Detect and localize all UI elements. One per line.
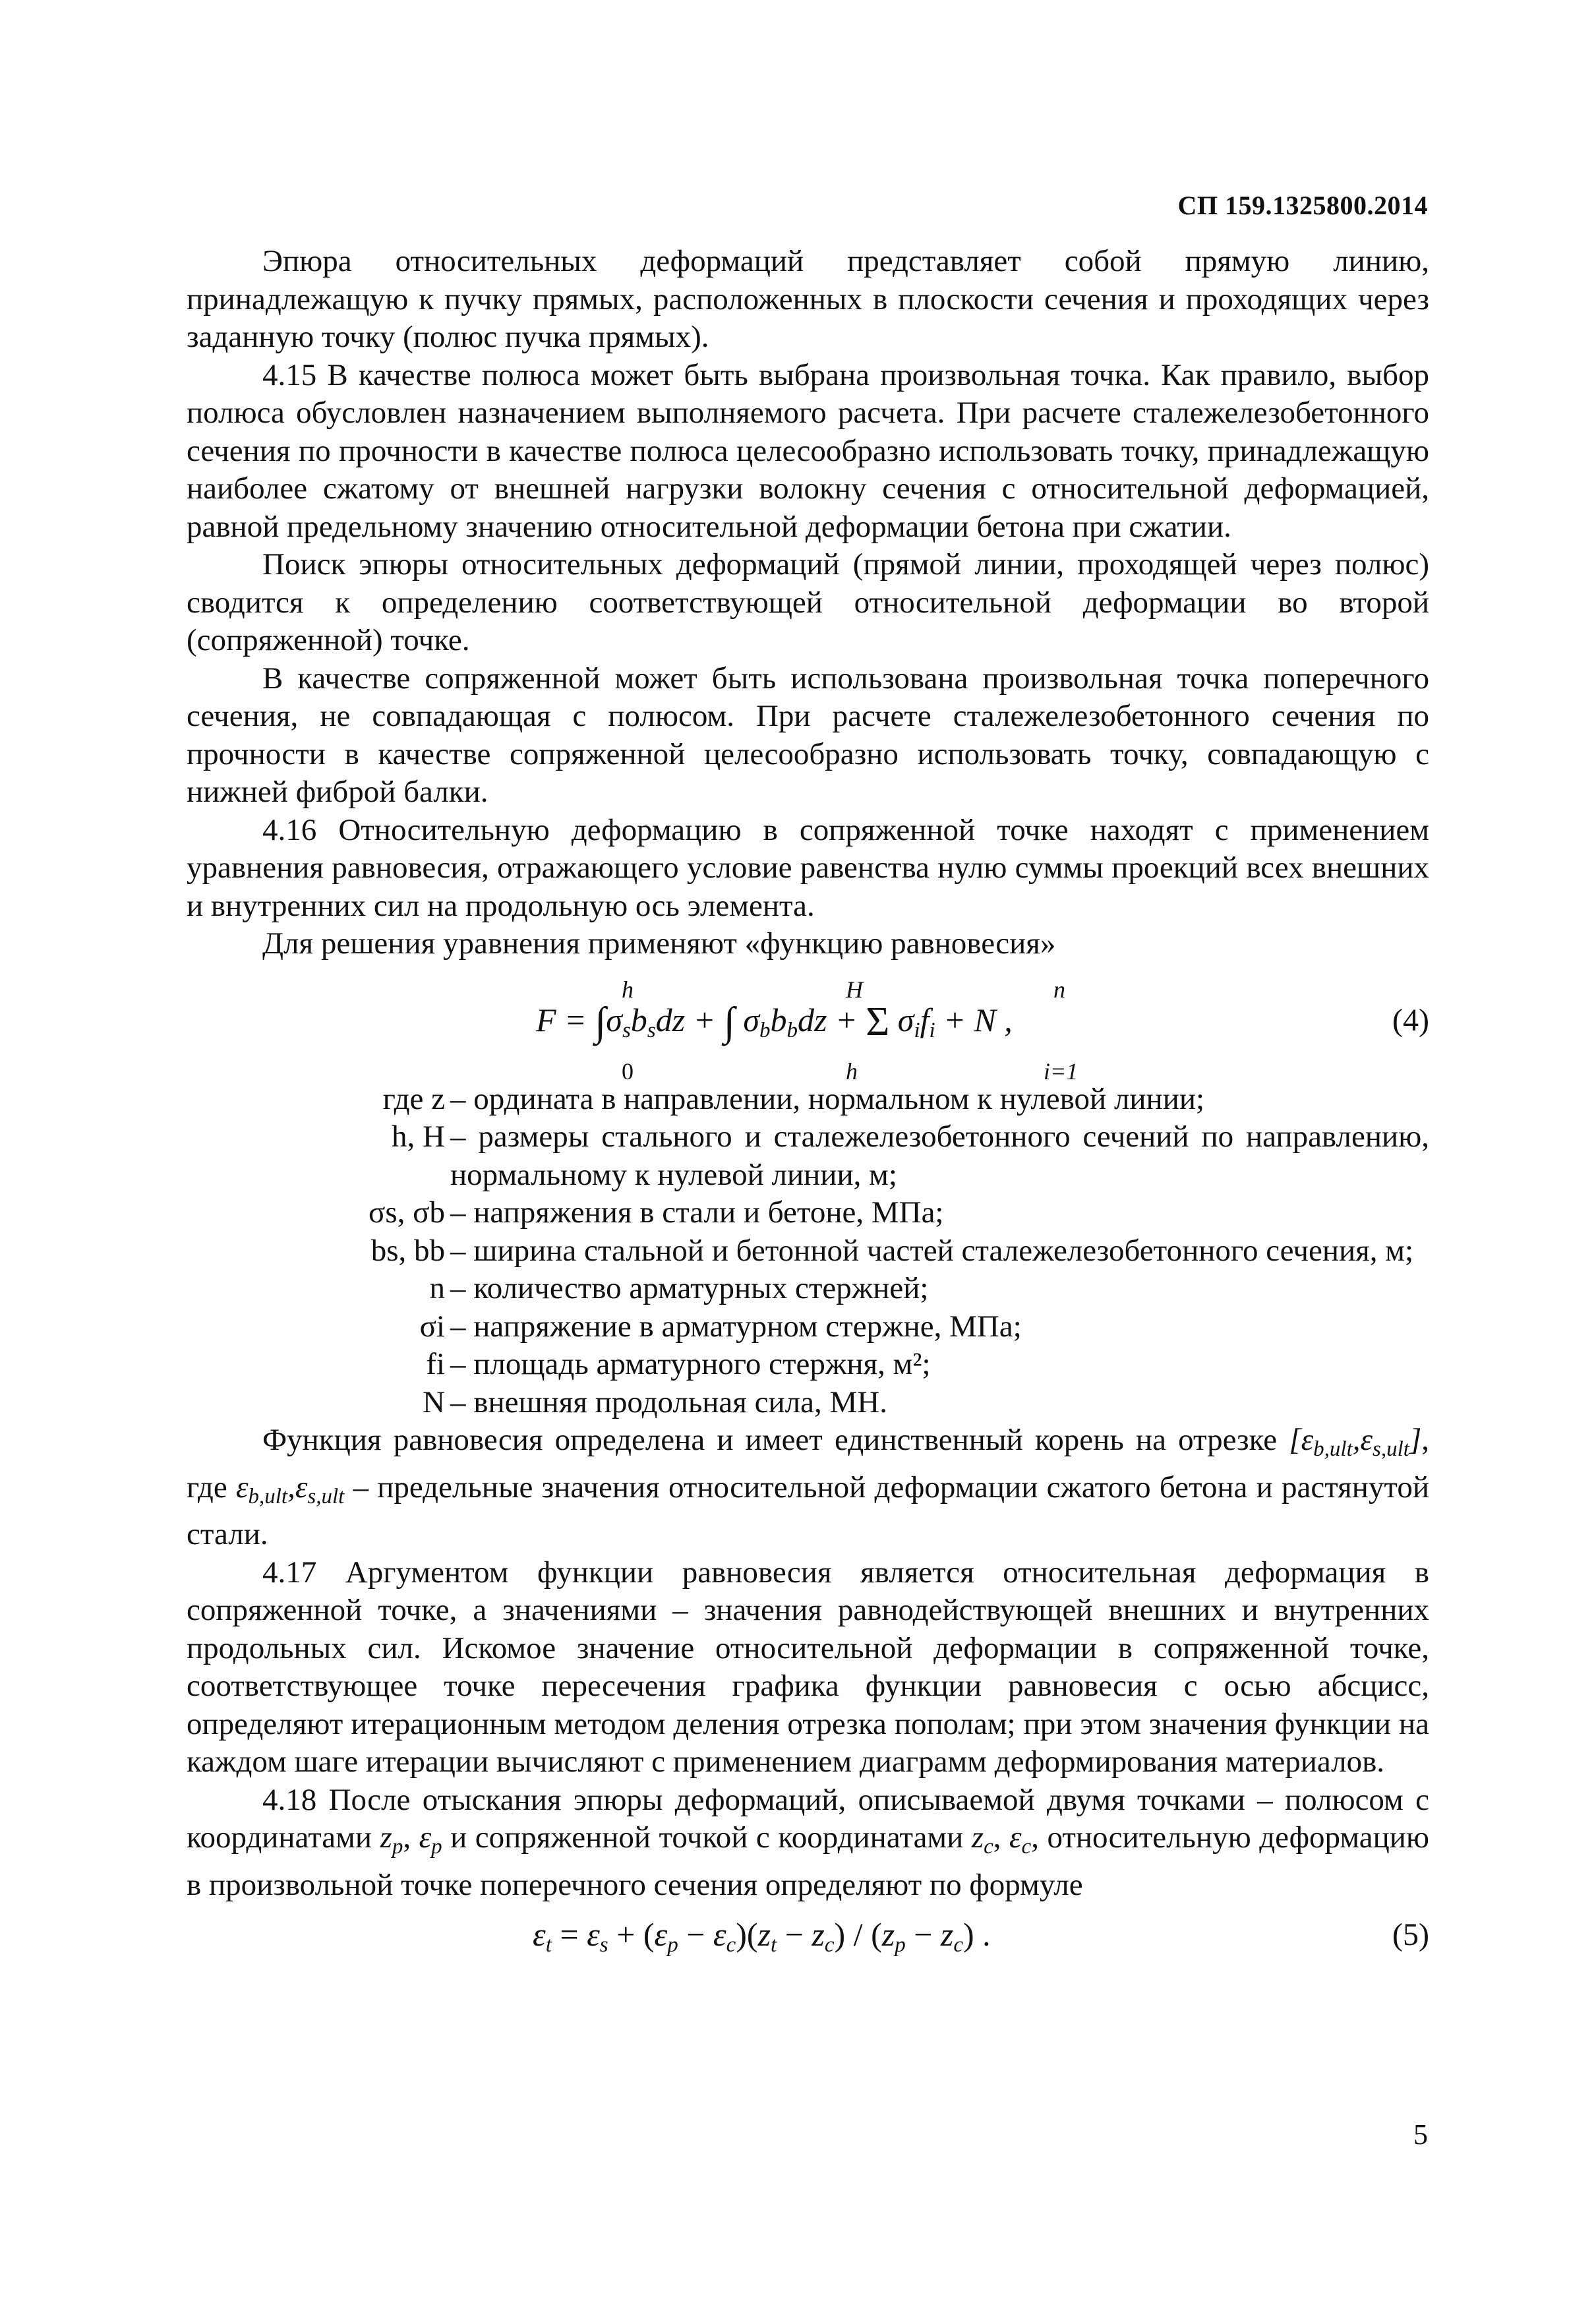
legend-text: – внешняя продольная сила, МН.	[450, 1385, 887, 1419]
legend-row	[187, 1384, 1429, 1422]
legend-key: n	[429, 1271, 445, 1305]
paragraph: Для решения уравнения применяют «функцию равновесия»	[262, 926, 1056, 961]
legend-key: σs, σb	[369, 1195, 445, 1230]
paragraph: 4.17 Аргументом функции равновесия является относительная деформация в сопряженной точке, а значениями – значения равнодействующей внешних и внутренних продольных сил. Искомое значение относительной деформации в сопряженной точке, соответствующее точке пересечения графика функции равновесия с осью абсцисс, определяют итерационным методом деления отрезка пополам; при этом значения функции на каждом шаге итерации вычисляют с применением диаграмм деформирования материалов.	[187, 1555, 1429, 1779]
legend-row	[187, 1081, 1429, 1119]
legend-key: где z	[382, 1081, 445, 1116]
legend-key: h, H	[392, 1119, 445, 1154]
paragraph: Поиск эпюры относительных деформаций (прямой линии, проходящей через полюс) сводится к определению соответствующей относительной деформации во второй (сопряженной) точке.	[187, 547, 1429, 657]
paragraph: Функция равновесия определена и имеет единственный корень на отрезке $[\varepsilon_{b,ult},\varepsilon_{s,ult}]$, где $\varepsilon_{b,ult},\varepsilon_{s,ult}$ – предельные значения относительной деформации сжатого бетона и растянутой стали.	[187, 1423, 1430, 1551]
paragraph-text: 4.18 После отыскания эпюры деформаций, описываемой двумя точками – полюсом с координатами	[187, 1782, 1429, 1855]
paragraph-text: где	[187, 1470, 227, 1505]
paragraph: 4.16 Относительную деформацию в сопряженной точке находят с применением уравнения равновесия, отражающего условие равенства нулю суммы проекций всех внешних и внутренних сил на продольную ось элемента.	[187, 812, 1429, 923]
legend-row	[187, 1118, 1429, 1194]
legend-row	[187, 1270, 1429, 1308]
paragraph-text: относительную деформацию в произвольной точке поперечного сечения определяют по формуле	[187, 1820, 1430, 1902]
document-code: СП 159.1325800.2014	[1177, 191, 1428, 220]
legend	[187, 1081, 1429, 1422]
paragraph: 4.15 В качестве полюса может быть выбрана произвольная точка. Как правило, выбор полюса обусловлен назначением выполняемого расчета. При расчете сталежелезобетонного сечения по прочности в качестве полюса целесообразно использовать точку, принадлежащую наиболее сжатому от внешней нагрузки волокну сечения с относительной деформацией, равной предельному значению относительной деформации бетона при сжатии.	[187, 357, 1429, 544]
paragraph: В качестве сопряженной может быть использована произвольная точка поперечного сечения, не совпадающая с полюсом. При расчете сталежелезобетонного сечения по прочности в качестве сопряженной целесообразно использовать точку, совпадающую с нижней фиброй балки.	[187, 661, 1429, 809]
legend-key: σi	[419, 1309, 445, 1344]
formula-4: h 0 H h n i=1 $F = \int\sigma_sb_sdz$ + ∫ $\sigma_bb_bdz + \Sigma$ $\sigma_if_i + N$ , (4)	[536, 976, 1429, 1085]
legend-row	[187, 1194, 1429, 1232]
paragraph-text: Функция равновесия определена и имеет единственный корень на отрезке	[262, 1423, 1278, 1457]
legend-text: – размеры стального и сталежелезобетонного сечений по направлению, нормальному к нулевой линии, м;	[450, 1119, 1429, 1192]
legend-text: – напряжения в стали и бетоне, МПа;	[450, 1195, 944, 1230]
legend-text: – количество арматурных стержней;	[450, 1271, 929, 1305]
paragraph: 4.18 После отыскания эпюры деформаций, описываемой двумя точками – полюсом с координатами $z_p$, $\varepsilon_p$ и сопряженной точкой с координатами $z_c$, $\varepsilon_c$, относительную деформацию в произвольной точке поперечного сечения определяют по формуле	[187, 1782, 1430, 1902]
legend-row	[187, 1308, 1429, 1346]
body-text	[187, 243, 1429, 1971]
legend-row	[187, 1232, 1429, 1270]
legend-text: – напряжение в арматурном стержне, МПа;	[450, 1309, 1022, 1344]
paragraph-text: и сопряженной точкой с координатами	[450, 1820, 964, 1855]
legend-key: fi	[426, 1347, 445, 1381]
legend-row	[187, 1346, 1429, 1384]
formula-5-expression: $\varepsilon_t = \varepsilon_s + (\varepsilon_p - \varepsilon_c)(z_t - z_c) / (z_p - z_c)$ .	[533, 1916, 991, 1957]
legend-text: – площадь арматурного стержня, м²;	[450, 1347, 931, 1381]
legend-text: – ордината в направлении, нормальном к нулевой линии;	[450, 1081, 1205, 1116]
formula-4-expression: $F = \int\sigma_sb_sdz$ + ∫ $\sigma_bb_bdz + \Sigma$ $\sigma_if_i + N$ ,	[536, 999, 1013, 1044]
paragraph: Эпюра относительных деформаций представляет собой прямую линию, принадлежащую к пучку прямых, расположенных в плоскости сечения и проходящих через заданную точку (полюс пучка прямых).	[187, 244, 1429, 354]
formula-5	[187, 1908, 1429, 1971]
page-number: 5	[1413, 2118, 1428, 2151]
paragraph-text: – предельные значения относительной деформации сжатого бетона и растянутой стали.	[187, 1470, 1430, 1551]
formula-5-number: (5)	[1392, 1917, 1429, 1952]
formula-4-number: (4)	[1392, 1002, 1429, 1038]
legend-key: bs, bb	[370, 1233, 445, 1268]
legend-text: – ширина стальной и бетонной частей сталежелезобетонного сечения, м;	[450, 1233, 1414, 1268]
legend-key: N	[423, 1385, 445, 1419]
